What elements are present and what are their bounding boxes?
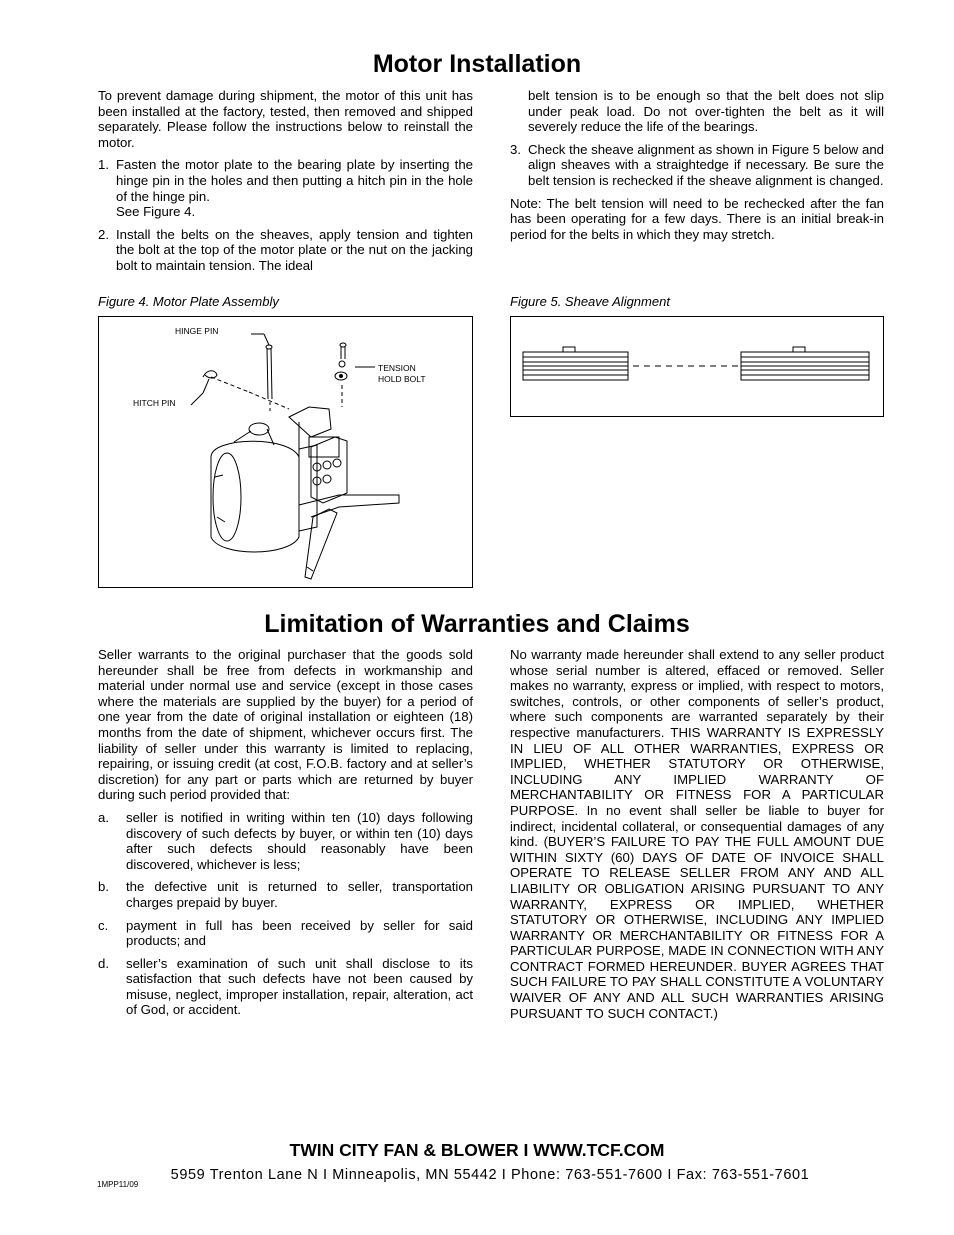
step-number: 2.: [98, 226, 109, 242]
motor-plate-assembly-diagram: [99, 317, 472, 587]
motor-step-2-continued: [510, 88, 884, 135]
motor-note: Note: The belt tension will need to be rechecked after the fan has been operating for a few days. There is an initial break-in period for the belts in which they may stretch.: [510, 195, 884, 242]
step-text: Install the belts on the sheaves, apply tension and tighten the bolt at the top of the motor plate or the nut on the jacking bolt to maintain tension. The ideal: [116, 226, 473, 273]
hitch-pin-label: HITCH PIN: [133, 398, 176, 408]
warranty-title: Limitation of Warranties and Claims: [264, 610, 690, 638]
tension-label: TENSION: [378, 363, 416, 373]
item-letter: b.: [98, 879, 109, 895]
left-sheave: [523, 347, 628, 380]
figure-5-box: [510, 316, 884, 417]
warranty-right-column: [510, 647, 884, 1028]
footer-company: TWIN CITY FAN & BLOWER I WWW.TCF.COM: [289, 1140, 665, 1160]
figure-4-caption: Figure 4. Motor Plate Assembly: [98, 294, 279, 309]
motor-left-column: [98, 88, 473, 281]
motor-step-3: [510, 142, 884, 189]
sheave-alignment-diagram: [511, 317, 883, 416]
item-letter: d.: [98, 955, 109, 971]
step-number: 3.: [510, 141, 521, 157]
right-sheave: [741, 347, 869, 380]
item-text: the defective unit is returned to seller, transportation charges prepaid by buyer.: [126, 879, 473, 910]
footer-address: 5959 Trenton Lane N I Minneapolis, MN 55442 I Phone: 763-551-7600 I Fax: 763-551-7601: [170, 1167, 810, 1183]
figure-5-caption: Figure 5. Sheave Alignment: [510, 294, 670, 309]
hold-bolt-label: HOLD BOLT: [378, 374, 426, 384]
motor-step-1: [98, 157, 473, 219]
motor-right-column: [510, 88, 884, 249]
warranty-item-c: [98, 918, 473, 949]
motor-intro: To prevent damage during shipment, the motor of this unit has been installed at the factory, tested, then removed and shipped separately. Please follow the instructions below to reinstall the motor.: [98, 88, 473, 150]
step-text: belt tension is to be enough so that the belt does not slip under peak load. Do not over-tighten the belt as it will severely reduce the life of the bearings.: [528, 88, 884, 135]
figure-4-box: [98, 316, 473, 588]
hinge-pin-label: HINGE PIN: [175, 326, 219, 336]
warranty-left-column: [98, 647, 473, 1025]
motor-step-2: [98, 227, 473, 274]
warranty-intro: Seller warrants to the original purchaser that the goods sold hereunder shall be free from defects in workmanship and material under normal use and service (except in those cases where the materials are supplied by the buyer) for a period of one year from the date of original installation or eighteen (18) months from the date of shipment, whichever occurs first. The liability of seller under this warranty is limited to replacing, repairing, or issuing credit (at cost, F.O.B. factory and at seller’s discretion) for any part or parts which are returned by buyer during such period provided that:: [98, 647, 473, 803]
warranty-item-a: [98, 810, 473, 872]
step-indent: [510, 88, 528, 135]
step-text: Fasten the motor plate to the bearing plate by inserting the hinge pin in the holes and then putting a hitch pin in the hole of the hinge pin.: [116, 157, 473, 204]
item-letter: c.: [98, 917, 109, 933]
step-number: 1.: [98, 157, 109, 173]
step-text-wrap: [116, 157, 473, 219]
item-text: seller’s examination of such unit shall disclose to its satisfaction that such defects have not been caused by misuse, neglect, improper installation, repair, alteration, act of God, or accident.: [126, 955, 473, 1018]
step-text: Check the sheave alignment as shown in Figure 5 below and align sheaves with a straightedge if necessary. Be sure the belt tension is rechecked if the sheave alignment is changed.: [528, 141, 884, 188]
item-text: seller is notified in writing within ten (10) days following discovery of such defects by buyer, or within ten (10) days after such defects should reasonably have been discovered, whichever is less;: [126, 809, 473, 872]
step-reference: See Figure 4.: [116, 204, 196, 220]
item-letter: a.: [98, 809, 109, 825]
item-text: payment in full has been received by seller for said products; and: [126, 917, 473, 949]
warranty-item-b: [98, 879, 473, 910]
warranty-item-d: [98, 956, 473, 1018]
motor-installation-title: Motor Installation: [372, 50, 582, 78]
document-code: 1MPP11/09: [97, 1180, 139, 1189]
warranty-disclaimer: No warranty made hereunder shall extend to any seller product whose serial number is altered, effaced or removed. Seller makes no warranty, express or implied, with respect to motors, switches, controls, or other components of seller’s product, where such components are warranted separately by their respective manufacturers. THIS WARRANTY IS EXPRESSLY IN LIEU OF ALL OTHER WARRANTIES, EXPRESS OR IMPLIED, WHETHER STATUTORY OR OTHERWISE, INCLUDING ANY IMPLIED WARRANTY OF MERCHANTABILITY OR FITNESS FOR A PARTICULAR PURPOSE. In no event shall seller be liable to buyer for indirect, incidental collateral, or consequential damages of any kind. (BUYER’S FAILURE TO PAY THE FULL AMOUNT DUE WITHIN SIXTY (60) DAYS OF DATE OF INVOICE SHALL OPERATE TO RELEASE SELLER FROM ANY AND ALL LIABILITY OR OBLIGATION ARISING PURSUANT TO ANY WARRANTY, EXPRESS OR IMPLIED, WHETHER STATUTORY OR OTHERWISE, INCLUDING ANY IMPLIED WARRANTY OR MERCHANTABILITY OR FITNESS FOR A PARTICULAR PURPOSE, MADE IN CONNECTION WITH ANY CONTRACT FORMED HEREUNDER. BUYER AGREES THAT SUCH FAILURE TO PAY SHALL CONSTITUTE A VOLUNTARY WAIVER OF ANY AND ALL SUCH WARRANTIES ARISING PURSUANT TO SUCH CONTACT.): [510, 647, 884, 1021]
